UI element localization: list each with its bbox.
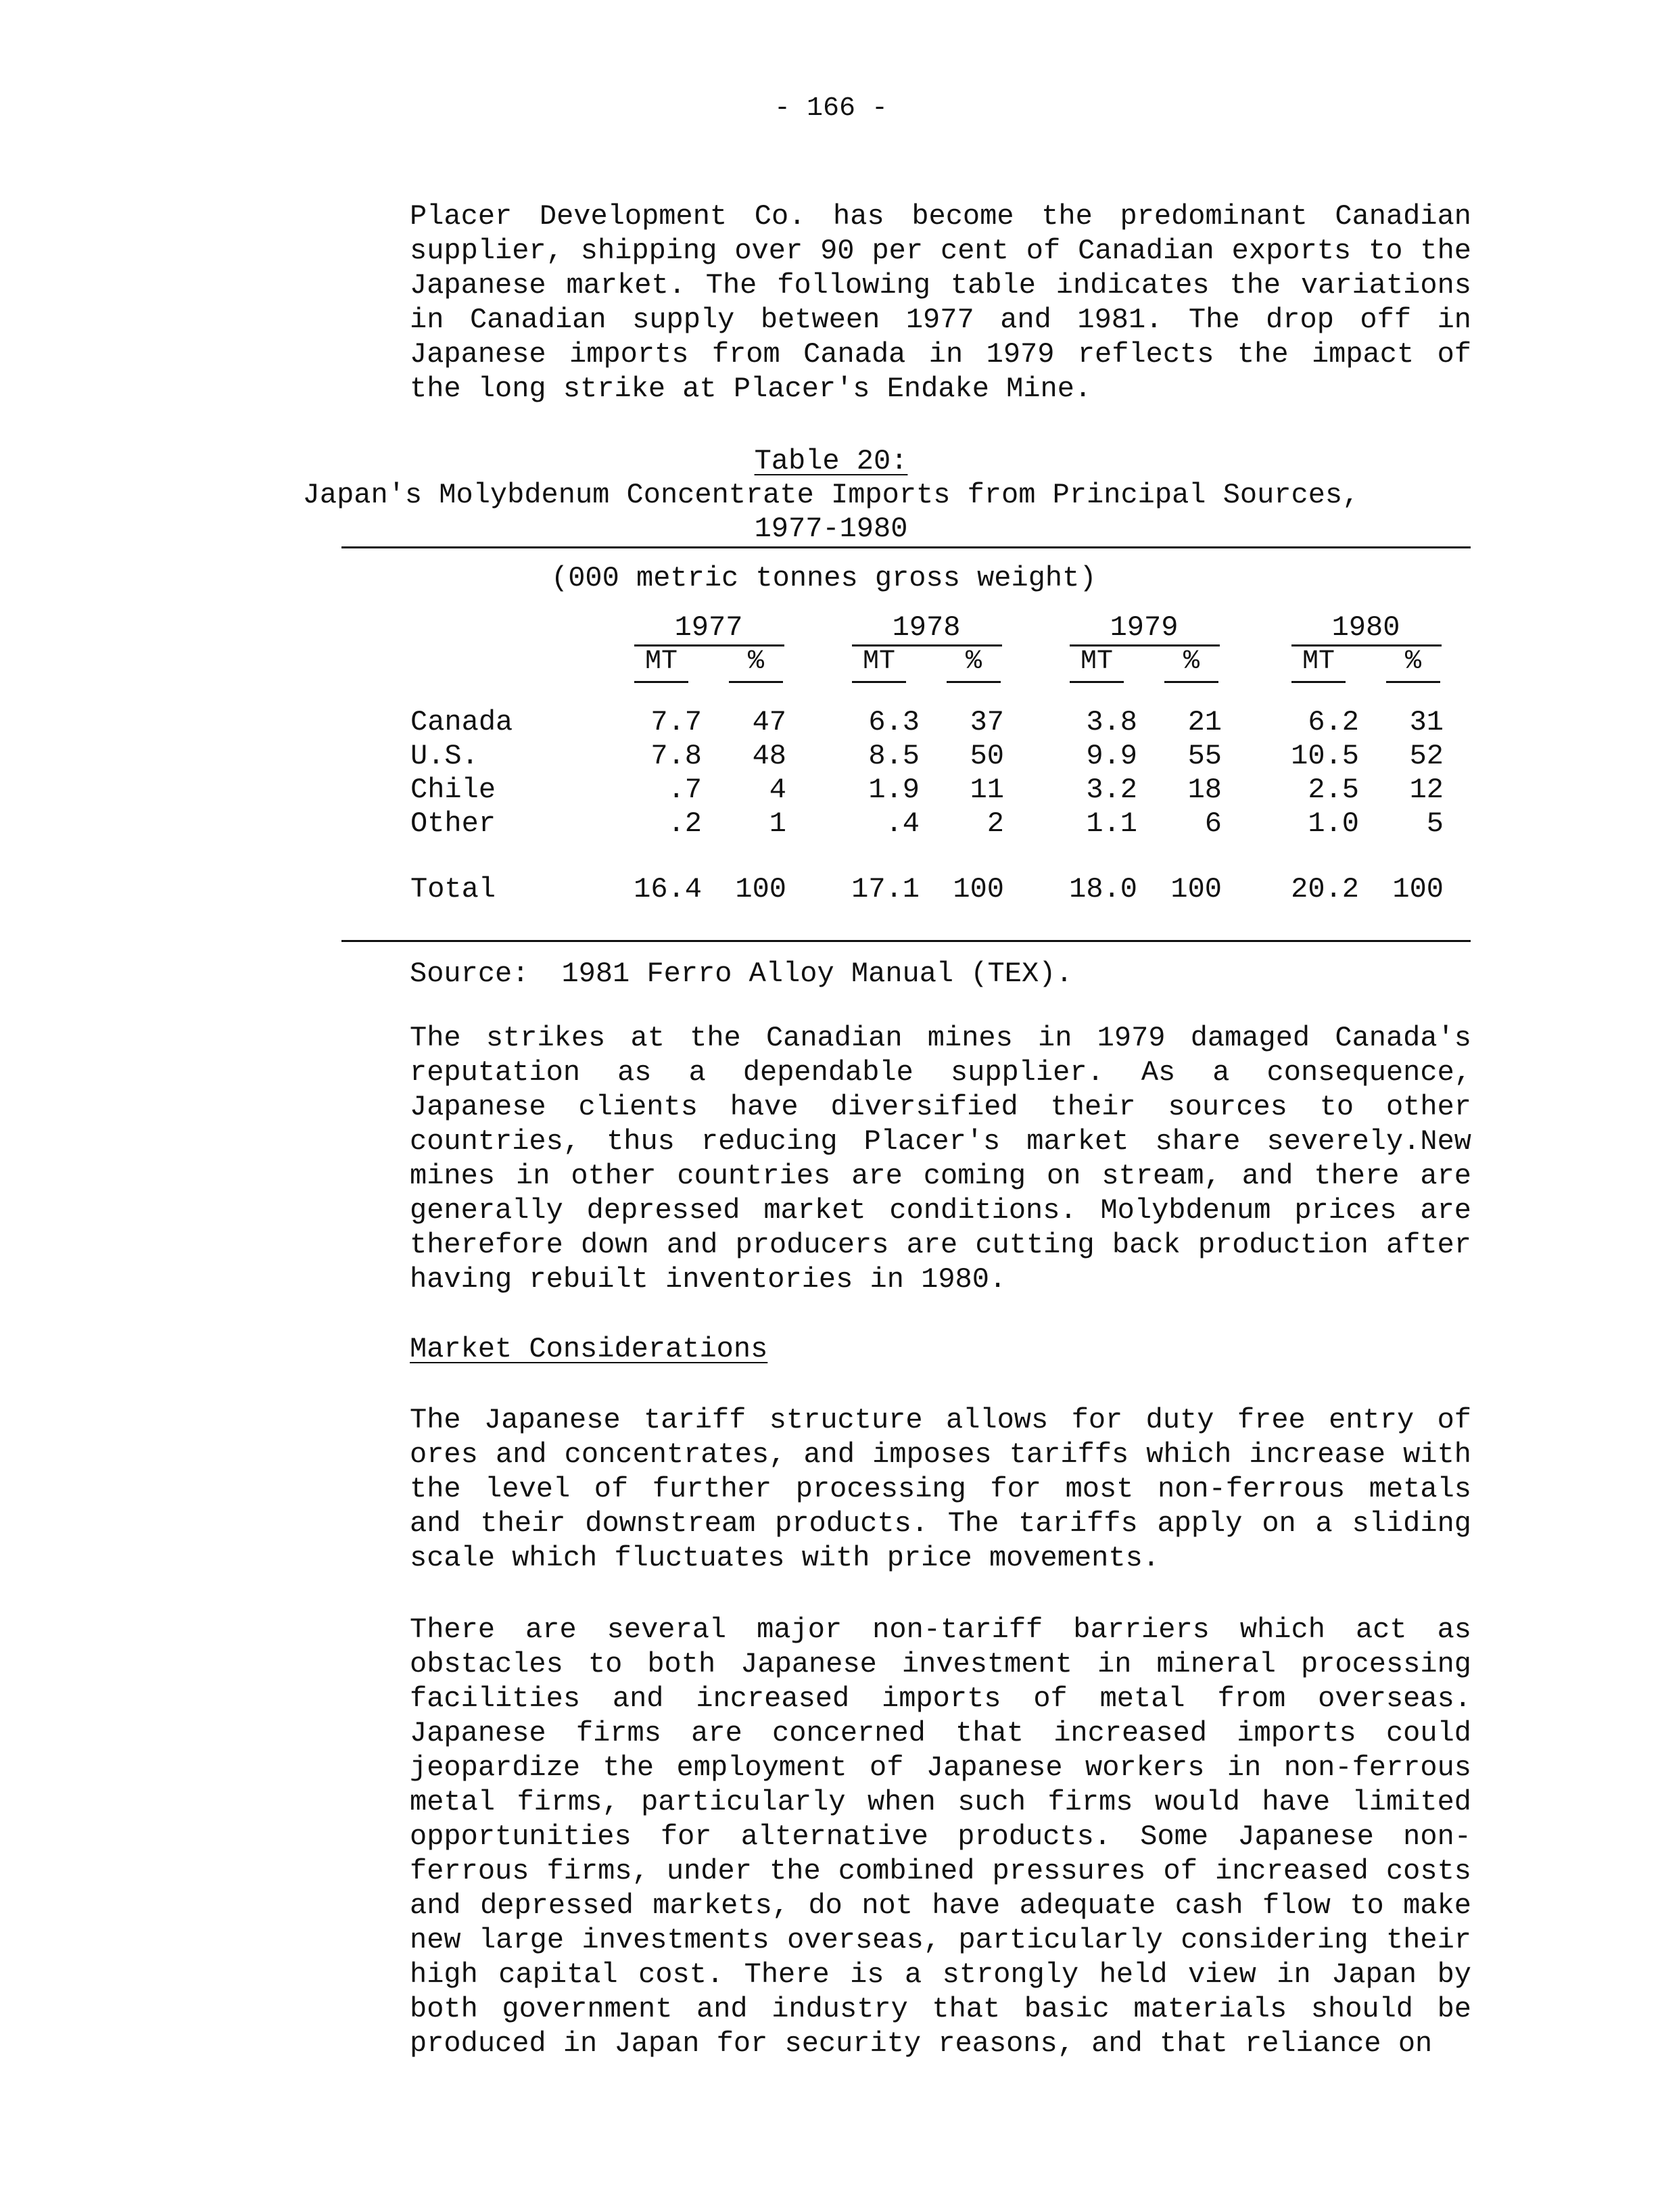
table-cell-pct: 100 xyxy=(735,873,786,905)
table-cell-mt: 3.8 xyxy=(1086,706,1137,738)
table-cell-mt: 10.5 xyxy=(1291,740,1359,772)
table-cell-pct: 5 xyxy=(1426,807,1444,840)
table-subhead-rule xyxy=(1386,681,1440,683)
table-cell-mt: 6.3 xyxy=(868,706,920,738)
table-subhead-rule xyxy=(634,681,688,683)
table-cell-pct: 21 xyxy=(1187,706,1222,738)
table-cell-mt: 9.9 xyxy=(1086,740,1137,772)
barriers-paragraph: There are several major non-tariff barriers which act as obstacles to both Japanese investment in mineral processing facilities and increased imports of metal from overseas. Japanese firms are concerned that increased imports could jeopardize the employment of Japanese workers in non-ferrous metal firms, particularly when such firms would have limited opportunities for alternative products. Some Japanese non-ferrous firms, under the combined pressures of increased costs and depressed markets, do not have adequate cash flow to make new large investments overseas, particularly considering their high capital cost. There is a strongly held view in Japan by both government and industry that basic materials should be produced in Japan for security reasons, and that reliance on xyxy=(410,1614,1471,2060)
table-cell-pct: 50 xyxy=(970,740,1004,772)
table-label xyxy=(0,444,1662,478)
table-cell-pct: 6 xyxy=(1204,807,1222,840)
table-cell-pct: 48 xyxy=(752,740,786,772)
table-cell-mt: .2 xyxy=(667,807,702,840)
table-year-header: 1979 xyxy=(1110,611,1179,644)
table-source xyxy=(410,957,1073,991)
table-cell-pct: 18 xyxy=(1187,774,1222,806)
table-period: 1977-1980 xyxy=(754,513,908,545)
table-cell-mt: 8.5 xyxy=(868,740,920,772)
table-row-label: Total xyxy=(410,873,496,905)
table-cell-mt: 6.2 xyxy=(1308,706,1359,738)
table-cell-pct: 4 xyxy=(769,774,786,806)
table-row-label: Chile xyxy=(410,774,496,806)
table-row-label: Canada xyxy=(410,706,513,738)
table-subhead-rule xyxy=(947,681,1001,683)
table-subhead-rule xyxy=(729,681,783,683)
table-cell-mt: 3.2 xyxy=(1086,774,1137,806)
table-year-header: 1978 xyxy=(892,611,961,644)
tariff-paragraph: The Japanese tariff structure allows for duty free entry of ores and concentrates, and imposes tariffs which increase with the level of further processing for most non-ferrous metals and their downstream products. The tariffs apply on a sliding scale which fluctuates with price movements. xyxy=(410,1404,1471,1574)
table-cell-mt: .7 xyxy=(667,774,702,806)
source-label: Source: xyxy=(410,958,529,990)
table-year-header: 1977 xyxy=(674,611,743,644)
table-title: Japan's Molybdenum Concentrate Imports from Principal Sources, xyxy=(302,479,1360,511)
table-cell-mt: 17.1 xyxy=(851,873,920,905)
table-subhead-mt: MT xyxy=(1302,646,1335,677)
table-cell-pct: 100 xyxy=(953,873,1004,905)
table-cell-pct: 12 xyxy=(1409,774,1444,806)
table-subhead-mt: MT xyxy=(644,646,678,677)
table-subhead-rule xyxy=(1291,681,1346,683)
table-units: (000 metric tonnes gross weight) xyxy=(551,562,1097,594)
intro-paragraph: Placer Development Co. has become the predominant Canadian supplier, shipping over 90 per cent of Canadian exports to the Japanese market. The following table indicates the variations in Canadian supply between 1977 and 1981. The drop off in Japanese imports from Canada in 1979 reflects the impact of the long strike at Placer's Endake Mine. xyxy=(410,200,1471,405)
source-text: 1981 Ferro Alloy Manual (TEX). xyxy=(561,958,1073,990)
table-cell-mt: 1.0 xyxy=(1308,807,1359,840)
table-cell-mt: 20.2 xyxy=(1291,873,1359,905)
table-cell-mt: 2.5 xyxy=(1308,774,1359,806)
table-subhead-pct: % xyxy=(1183,646,1200,677)
table-subhead-mt: MT xyxy=(1080,646,1113,677)
table-cell-mt: 1.9 xyxy=(868,774,920,806)
table-row-label: U.S. xyxy=(410,740,479,772)
table-subhead-mt: MT xyxy=(862,646,895,677)
table-cell-pct: 37 xyxy=(970,706,1004,738)
table-subhead-pct: % xyxy=(1404,646,1421,677)
table-cell-pct: 11 xyxy=(970,774,1004,806)
table-cell-pct: 31 xyxy=(1409,706,1444,738)
page-number: - 166 - xyxy=(774,93,888,124)
table-cell-mt: 1.1 xyxy=(1086,807,1137,840)
table-bottom-rule xyxy=(341,940,1471,942)
table-cell-pct: 100 xyxy=(1392,873,1444,905)
table-cell-mt: 18.0 xyxy=(1069,873,1137,905)
table-subhead-rule xyxy=(852,681,906,683)
table-label-text: Table 20: xyxy=(754,445,908,477)
table-cell-mt: .4 xyxy=(885,807,920,840)
table-cell-pct: 47 xyxy=(752,706,786,738)
table-top-rule xyxy=(341,546,1471,548)
table-subhead-pct: % xyxy=(965,646,982,677)
table-subhead-rule xyxy=(1164,681,1218,683)
table-cell-pct: 55 xyxy=(1187,740,1222,772)
table-cell-mt: 7.8 xyxy=(650,740,702,772)
table-cell-pct: 100 xyxy=(1170,873,1222,905)
table-year-header: 1980 xyxy=(1331,611,1400,644)
table-cell-mt: 7.7 xyxy=(650,706,702,738)
table-cell-mt: 16.4 xyxy=(634,873,702,905)
table-subhead-rule xyxy=(1070,681,1124,683)
strikes-paragraph: The strikes at the Canadian mines in 1979 damaged Canada's reputation as a dependable supplier. As a consequence, Japanese clients have diversified their sources to other countries, thus reducing Placer's market share severely.New mines in other countries are coming on stream, and there are generally depressed market conditions. Molybdenum prices are therefore down and producers are cutting back production after having rebuilt inventories in 1980. xyxy=(410,1022,1471,1296)
table-cell-pct: 2 xyxy=(987,807,1004,840)
table-cell-pct: 1 xyxy=(769,807,786,840)
market-considerations-heading: Market Considerations xyxy=(410,1333,768,1365)
table-subhead-pct: % xyxy=(747,646,764,677)
table-cell-pct: 52 xyxy=(1409,740,1444,772)
table-row-label: Other xyxy=(410,807,496,840)
